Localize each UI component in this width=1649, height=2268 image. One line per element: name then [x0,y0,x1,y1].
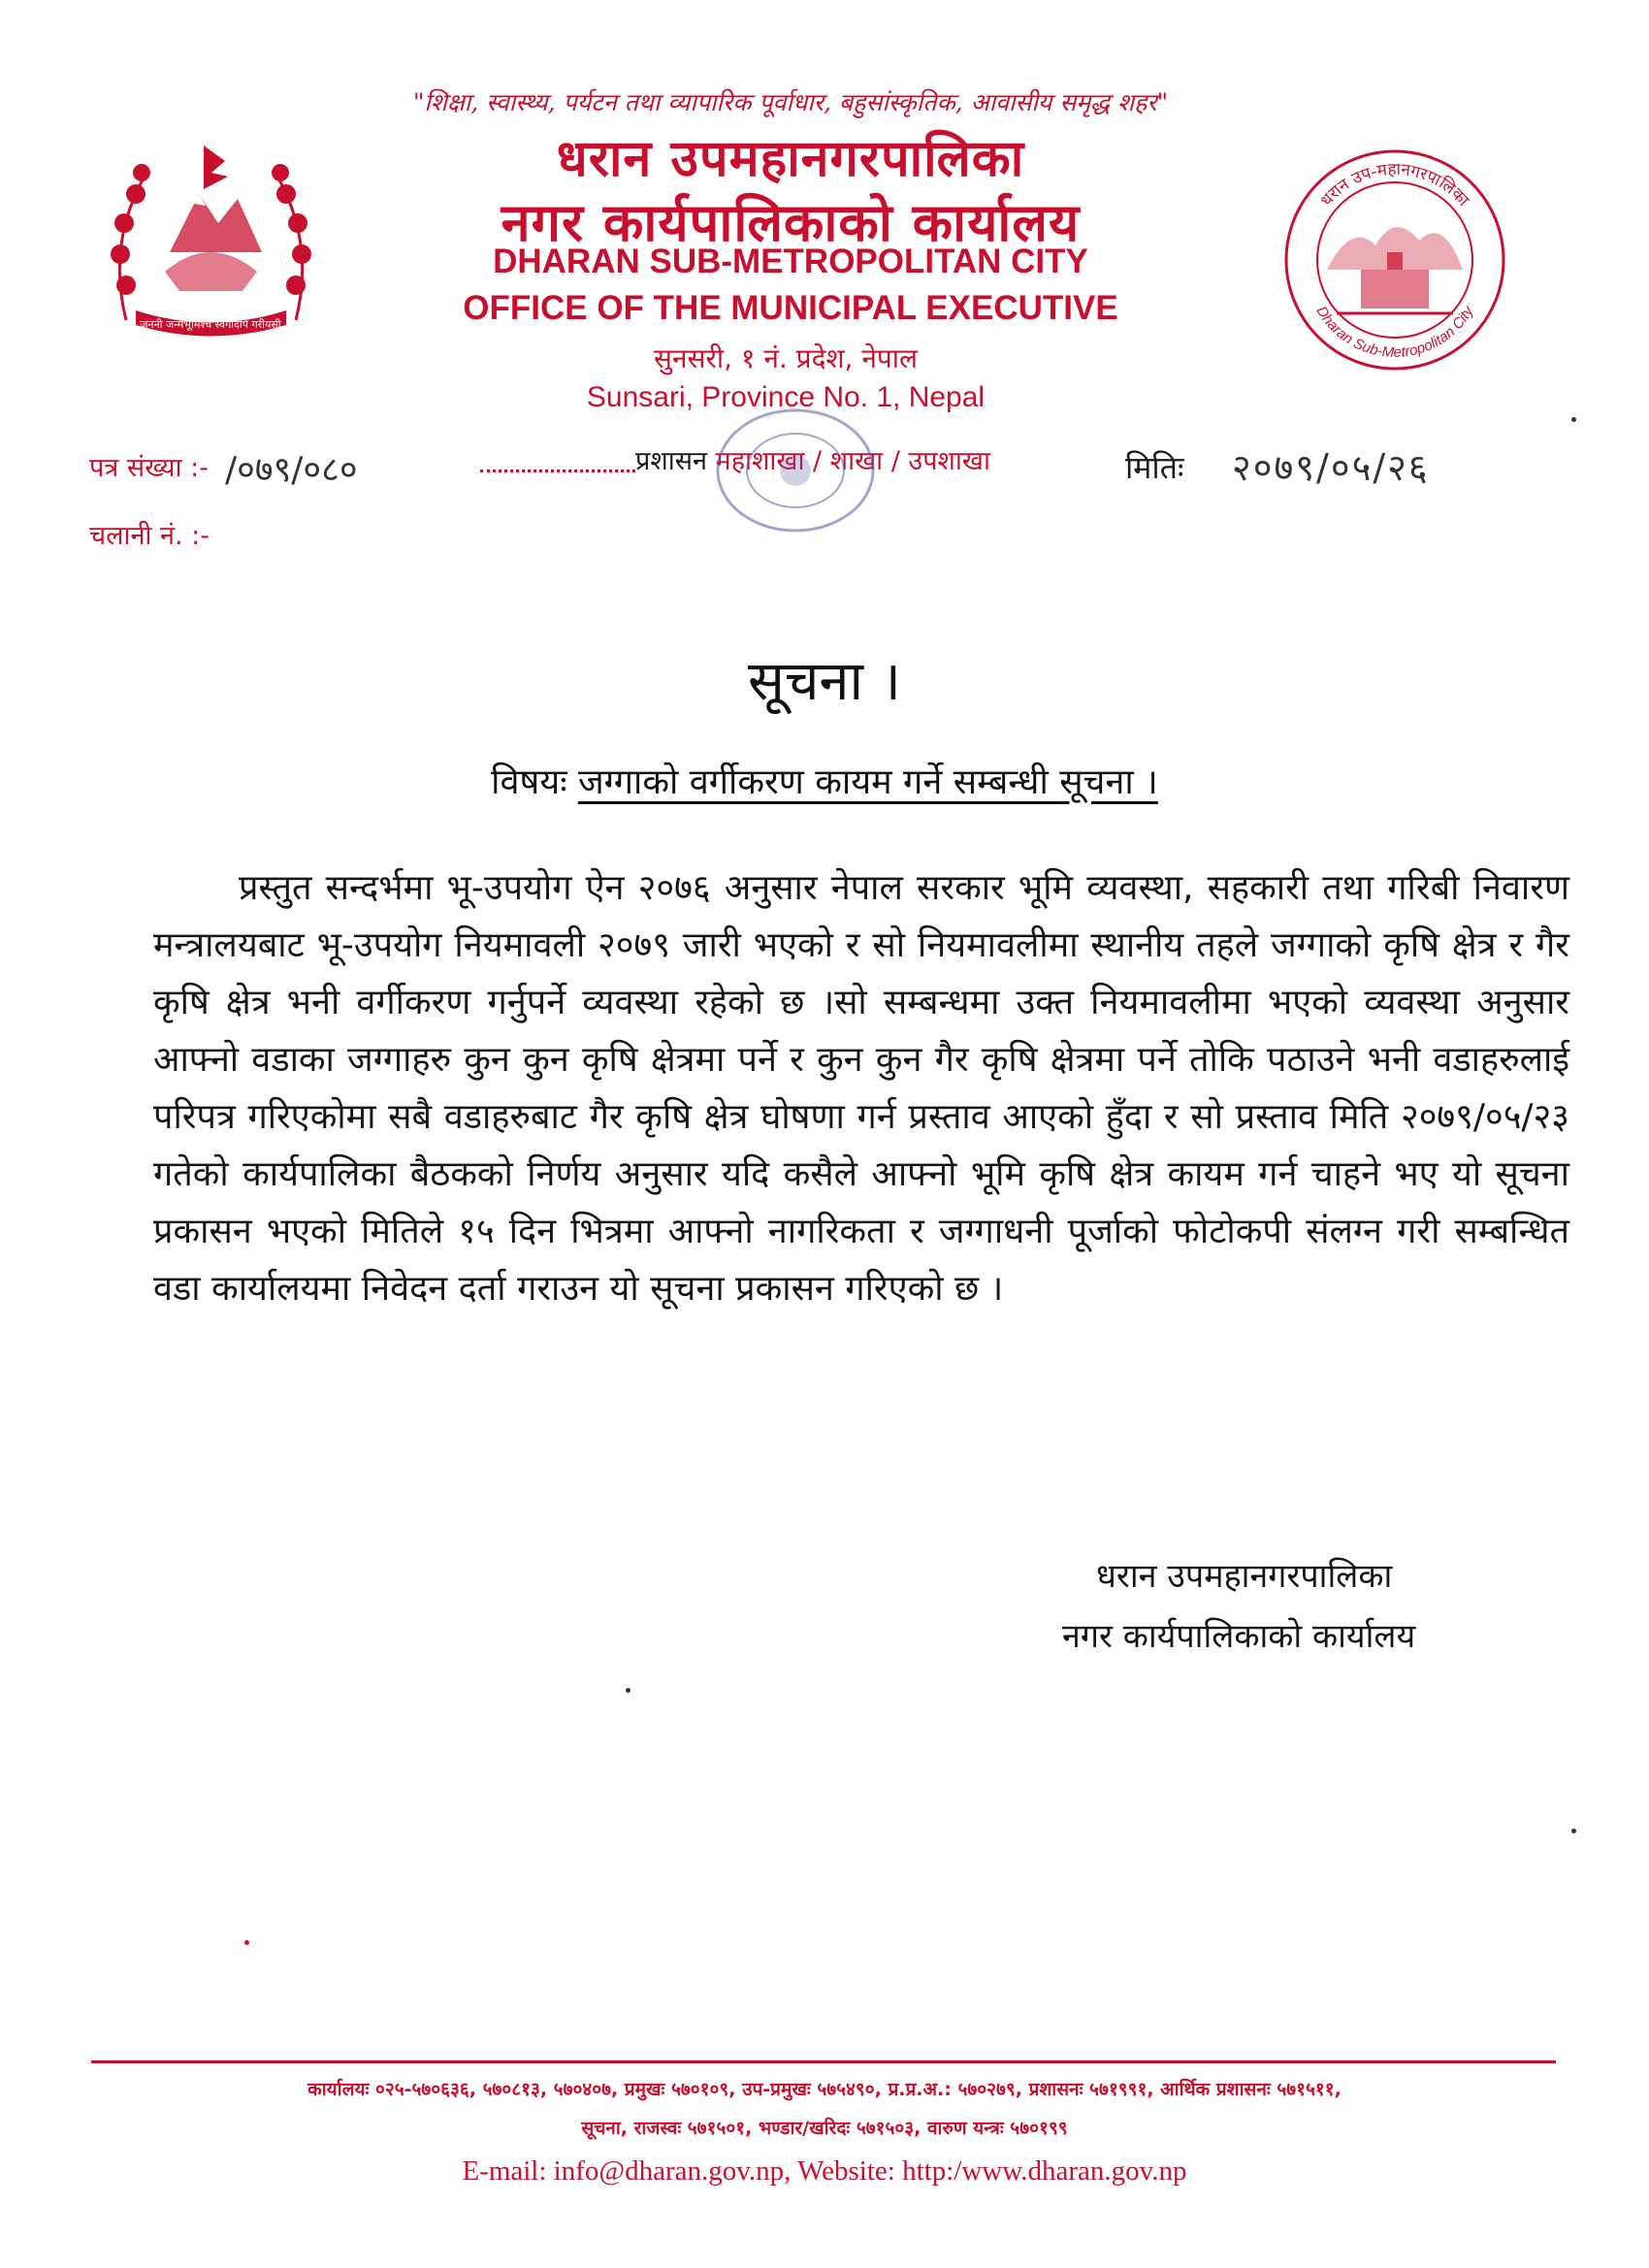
letterhead-tagline: "शिक्षा, स्वास्थ्य, पर्यटन तथा व्यापारिक पूर्वाधार, बहुसांस्कृतिक, आवासीय समृद्ध शहर" [412,88,1169,116]
address-np: सुनसरी, १ नं. प्रदेश, नेपाल [653,342,919,374]
chalani-label: चलानी नं. :- [89,521,210,551]
municipality-name-en: DHARAN SUB-METROPOLITAN CITY [493,243,1088,280]
footer-contact: E-mail: info@dharan.gov.np, Website: http:/www.dharan.gov.np [462,2155,1187,2187]
date-value: २०७९/०५/२६ [1232,446,1430,489]
scan-speck [626,1688,630,1693]
address-en: Sunsari, Province No. 1, Nepal [586,381,986,413]
scan-speck [1571,1829,1576,1833]
municipal-seal-icon [1278,144,1511,376]
scan-speck [1571,417,1576,422]
office-stamp-icon [698,403,892,548]
notice-body: प्रस्तुत सन्दर्भमा भू-उपयोग ऐन २०७६ अनुसार नेपाल सरकार भूमि व्यवस्था, सहकारी तथा गरिबी निवारण मन्त्रालयबाट भू-उपयोग नियमावली २०७९ जारी भएको र सो नियमावलीमा स्थानीय तहले जग्गाको कृषि क्षेत्र र गैर कृषि क्षेत्र भनी वर्गीकरण गर्नुपर्ने व्यवस्था रहेको छ ।सो सम्बन्धमा उक्त नियमावलीमा भएको व्यवस्था अनुसार आफ्नो वडाका जग्गाहरु कुन कुन कृषि क्षेत्रमा पर्ने र कुन कुन गैर कृषि क्षेत्रमा पर्ने तोकि पठाउने भनी वडाहरुलाई परिपत्र गरिएकोमा सबै वडाहरुबाट गैर कृषि क्षेत्र घोषणा गर्न प्रस्ताव आएको हुँदा र सो प्रस्ताव मिति २०७९/०५/२३ गतेको कार्यपालिका बैठकको निर्णय अनुसार यदि कसैले आफ्नो भूमि कृषि क्षेत्र कायम गर्न चाहने भए यो सूचना प्रकासन भएको मितिले १५ दिन भित्रमा आफ्नो नागरिकता र जग्गाधनी पूर्जाको फोटोकपी संलग्न गरी सम्बन्धित वडा कार्यालयमा निवेदन दर्ता गराउन यो सूचना प्रकासन गरिएको छ । [153,868,1569,1309]
scan-speck [244,1940,249,1945]
signature-line-1: धरान उपमहानगरपालिका [1096,1557,1393,1596]
patra-sankhya-label: पत्र संख्या :- [89,453,209,483]
footer-divider [91,2060,1556,2063]
office-name-np: नगर कार्यपालिकाको कार्यालय [501,192,1081,253]
svg-text:जननी जन्मभूमिश्च स्वर्गादपि गर: जननी जन्मभूमिश्च स्वर्गादपि गरीयसी [140,318,281,331]
office-name-en: OFFICE OF THE MUNICIPAL EXECUTIVE [463,289,1118,327]
patra-sankhya-value: /०७९/०८० [225,450,358,490]
branch-rest: महाशाखा / शाखा / उपशाखा [715,446,990,476]
notice-title: सूचना । [747,650,902,713]
svg-text:धरान उप-महानगरपालिका: धरान उप-महानगरपालिका [1316,159,1473,211]
svg-text:Dharan Sub-Metropolitan City: Dharan Sub-Metropolitan City [1312,303,1477,362]
signature-line-2: नगर कार्यपालिकाको कार्यालय [1062,1617,1416,1656]
notice-subject [0,757,1649,804]
municipality-name-np: धरान उपमहानगरपालिका [556,130,1025,188]
subject-label: विषयः [491,762,567,802]
date-label: मितिः [1125,449,1184,486]
dotted-fill-line [480,448,635,472]
nepal-emblem-icon [97,126,325,344]
subject-text: जग्गाको वर्गीकरण कायम गर्ने सम्बन्धी सूचना । [577,762,1158,802]
branch-prefix: प्रशासन [635,446,707,476]
footer-phones-2: सूचना, राजस्वः ५७१५०१, भण्डार/खरिदः ५७१५०३, वारुण यन्त्रः ५७०१९९ [581,2118,1068,2139]
footer-phones-1: कार्यालयः ०२५-५७०६३६, ५७०८१३, ५७०४०७, प्रमुखः ५७०१०९, उप-प्रमुखः ५७५४९०, प्र.प्र.अ.: ५७०२७९, प्रशासनः ५७१९९१, आर्थिक प्रशासनः ५७१५११, [307,2079,1342,2100]
